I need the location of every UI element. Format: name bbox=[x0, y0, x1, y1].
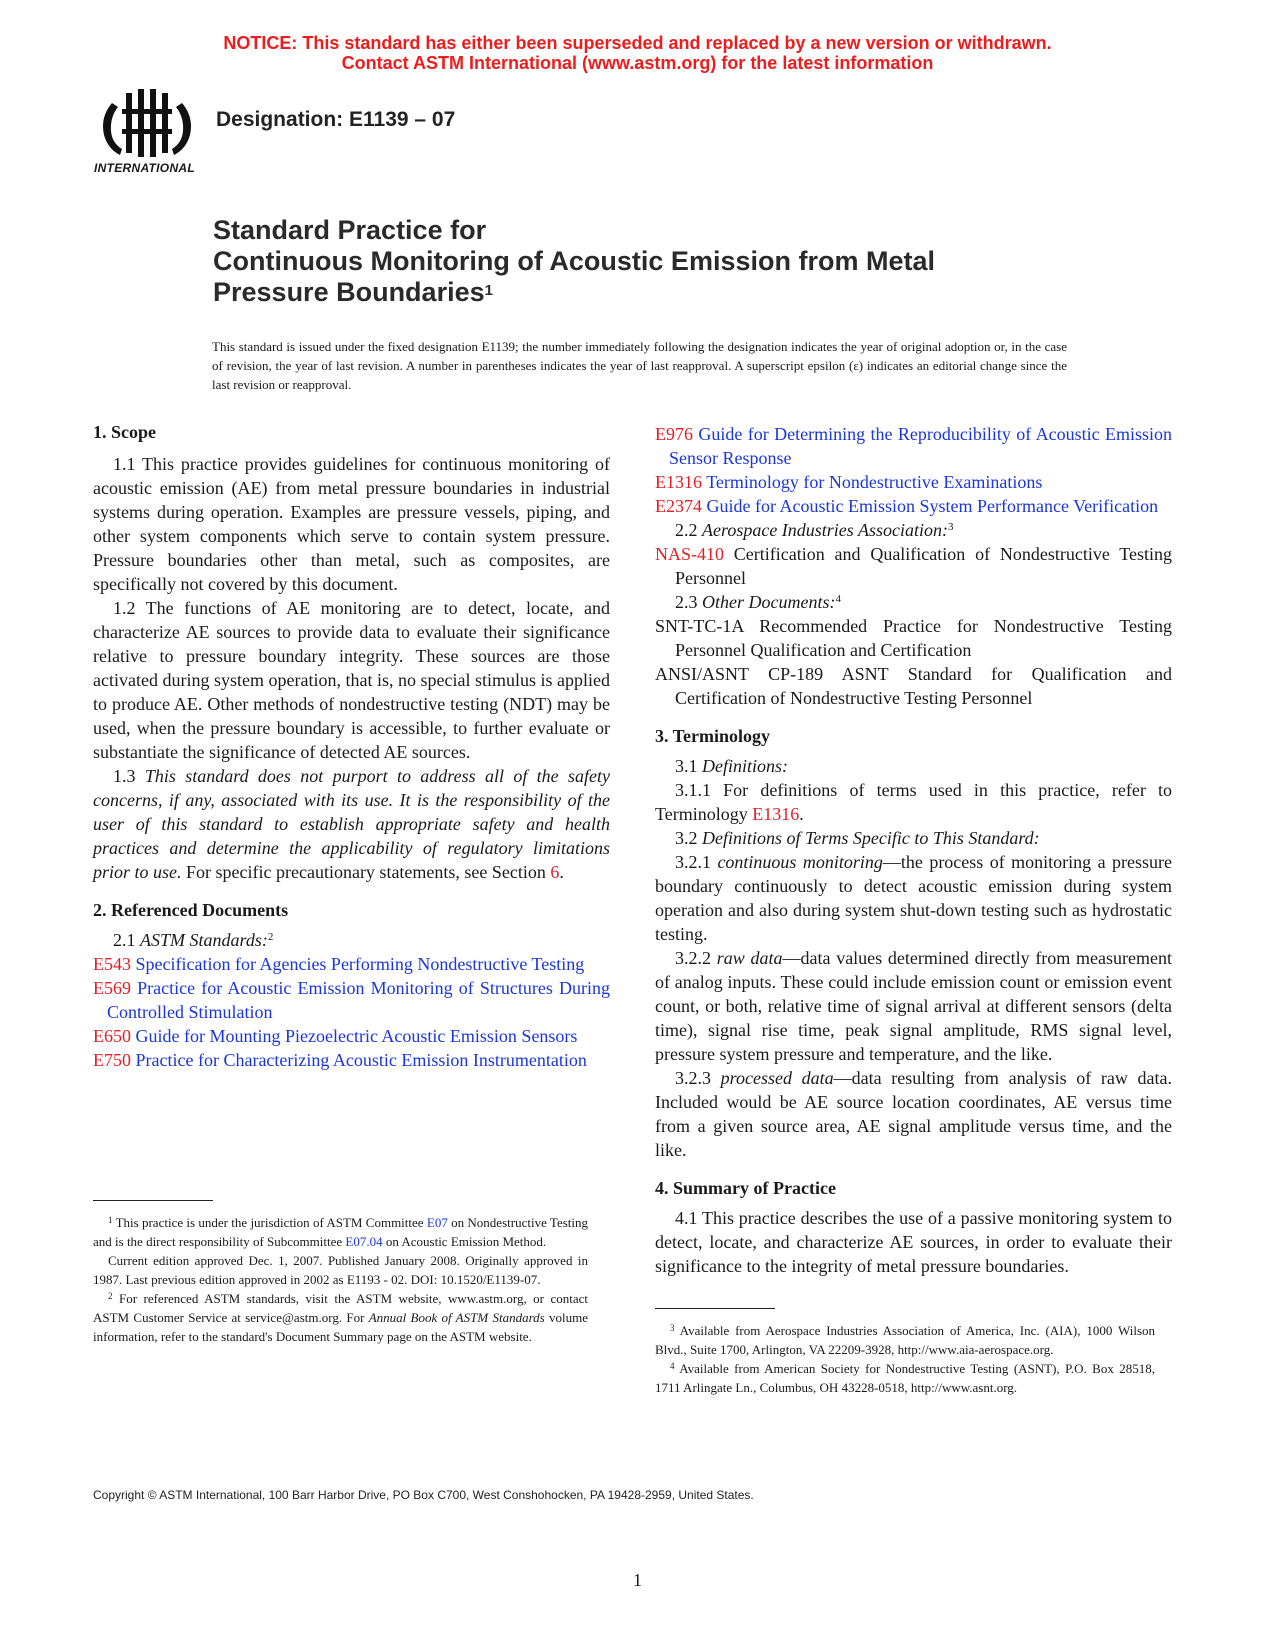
other-num: 2.3 bbox=[675, 592, 702, 612]
footnote-rule-left bbox=[93, 1200, 213, 1201]
footnotes-left bbox=[93, 1213, 588, 1346]
ref-desc: Certification and Qualification of Nondestructive Testing Personnel bbox=[675, 544, 1172, 588]
refdocs-heading: 2. Referenced Documents bbox=[93, 900, 289, 920]
fn3-text: Available from Aerospace Industries Association of America, Inc. (AIA), 1000 Wilson Blvd., Suite 1700, Arlington, VA 22209-3928, http://www.aia-aerospace.org. bbox=[655, 1323, 1155, 1357]
term-def: —data values determined directly from measurement of analog inputs. These could include emission count or emission event count, or both, relative time of signal arrival at different sensors (delta time), signal rise time, peak signal amplitude, RMS signal level, pressure system pressure and temperature, and the like. bbox=[655, 948, 1172, 1064]
title-line-1: Standard Practice for bbox=[213, 215, 487, 245]
terminology-heading: 3. Terminology bbox=[655, 726, 771, 746]
ref-code[interactable]: E543 bbox=[93, 954, 131, 974]
document-title bbox=[213, 215, 935, 308]
astm-standards-label bbox=[93, 928, 610, 952]
fn2-b: volume information, refer to the standard's Document Summary page on the ASTM website. bbox=[93, 1310, 588, 1344]
aia-num: 2.2 bbox=[675, 520, 702, 540]
other-footnote-ref: 4 bbox=[835, 593, 841, 605]
section-6-link[interactable]: 6 bbox=[550, 862, 560, 882]
term-3-2 bbox=[655, 826, 1172, 850]
footnote-3 bbox=[655, 1321, 1155, 1359]
fn1-c: on Acoustic Emission Method. bbox=[382, 1234, 547, 1249]
ref-e1316[interactable] bbox=[655, 470, 1172, 494]
footnote-2 bbox=[93, 1289, 588, 1346]
term-3-1-label: Definitions: bbox=[702, 756, 788, 776]
aia-footnote-ref: 3 bbox=[947, 521, 954, 533]
fn2-a: For referenced ASTM standards, visit the ASTM website, www.astm.org, or contact ASTM Customer Service at service@astm.org. For bbox=[93, 1291, 588, 1325]
page-number: 1 bbox=[633, 1570, 642, 1590]
term-num: 3.2.3 bbox=[675, 1068, 721, 1088]
ref-desc[interactable]: Practice for Acoustic Emission Monitoring of Structures During Controlled Stimulation bbox=[107, 978, 610, 1022]
fn4-text: Available from American Society for Nondestructive Testing (ASNT), P.O. Box 28518, 1711 Arlingate Ln., Columbus, OH 43228-0518, http://www.asnt.org. bbox=[655, 1361, 1155, 1395]
ref-e543[interactable] bbox=[93, 952, 610, 976]
term-3-1-1 bbox=[655, 778, 1172, 826]
astm-logo-icon bbox=[92, 83, 202, 183]
ref-desc[interactable]: Terminology for Nondestructive Examinations bbox=[706, 472, 1043, 492]
term-name: raw data bbox=[716, 948, 783, 968]
ref-e2374[interactable] bbox=[655, 494, 1172, 518]
ref-e750[interactable] bbox=[93, 1048, 610, 1072]
subcommittee-e0704-link[interactable]: E07.04 bbox=[345, 1234, 383, 1249]
ref-e976[interactable] bbox=[655, 422, 1172, 470]
left-column bbox=[93, 420, 610, 1072]
scope-p3-italic: This standard does not purport to address all of the safety concerns, if any, associated with its use. It is the responsibility of the user of this standard to establish appropriate safety and health practices and determine the applicability of regulatory limitations prior to use. bbox=[93, 766, 611, 882]
astm-num: 2.1 bbox=[113, 930, 140, 950]
term-def: —data resulting from analysis of raw data. Included would be AE source location coordinates, AE versus time from a given source area, AE signal amplitude versus time, and the like. bbox=[655, 1068, 1173, 1160]
footnote-rule-right bbox=[655, 1308, 775, 1309]
ref-desc[interactable]: Guide for Determining the Reproducibility of Acoustic Emission Sensor Response bbox=[669, 424, 1173, 468]
ref-code[interactable]: E1316 bbox=[655, 472, 702, 492]
notice-line-1: NOTICE: This standard has either been superseded and replaced by a new version or withdrawn. bbox=[223, 33, 1052, 53]
aia-label bbox=[655, 518, 1172, 542]
term-def: —the process of monitoring a pressure boundary continuously to detect acoustic emission during system operation and also during system shut-down testing such as hydrostatic testing. bbox=[655, 852, 1172, 944]
summary-p1: 4.1 This practice describes the use of a passive monitoring system to detect, locate, and characterize AE sources, in order to evaluate their significance to the integrity of metal pressure boundaries. bbox=[655, 1208, 1172, 1276]
scope-heading: 1. Scope bbox=[93, 422, 156, 442]
ref-snt-tc-1a: SNT-TC-1A Recommended Practice for Nondestructive Testing Personnel Qualification and Certification bbox=[655, 616, 1172, 660]
ref-desc[interactable]: Guide for Mounting Piezoelectric Acoustic Emission Sensors bbox=[135, 1026, 578, 1046]
logo-text: INTERNATIONAL bbox=[94, 161, 196, 175]
title-line-2: Continuous Monitoring of Acoustic Emission from Metal bbox=[213, 246, 935, 276]
term-num: 3.2.1 bbox=[675, 852, 718, 872]
title-line-3 bbox=[213, 277, 935, 308]
footnote-4 bbox=[655, 1359, 1155, 1397]
ref-e650[interactable] bbox=[93, 1024, 610, 1048]
ref-code[interactable]: E976 bbox=[655, 424, 693, 444]
scope-p3 bbox=[93, 764, 610, 884]
term-3-1-1-text: 3.1.1 For definitions of terms used in this practice, refer to Terminology bbox=[655, 780, 1172, 824]
committee-e07-link[interactable]: E07 bbox=[426, 1215, 448, 1230]
term-name: processed data bbox=[720, 1068, 834, 1088]
fn4-sup: 4 bbox=[670, 1361, 675, 1371]
ref-code[interactable]: E2374 bbox=[655, 496, 702, 516]
scope-p3-num: 1.3 bbox=[113, 766, 145, 786]
term-name: continuous monitoring bbox=[717, 852, 883, 872]
fn1-b: on Nondestructive Testing and is the direct responsibility of Subcommittee bbox=[93, 1215, 588, 1249]
e1316-link[interactable]: E1316 bbox=[752, 804, 800, 824]
title-line-3-text: Pressure Boundaries bbox=[213, 277, 485, 307]
scope-p1: 1.1 This practice provides guidelines for continuous monitoring of acoustic emission (AE) from metal pressure boundaries in industrial systems during operation. Examples are pressure vessels, piping, and other system components which serve to contain system pressure. Pressure boundaries other than metal, such as composites, are specifically not covered by this document. bbox=[93, 454, 610, 594]
right-column bbox=[655, 422, 1172, 1278]
astm-label: ASTM Standards: bbox=[140, 930, 268, 950]
term-3-1 bbox=[655, 754, 1172, 778]
term-3-2-label: Definitions of Terms Specific to This Standard: bbox=[702, 828, 1040, 848]
fn1-a: This practice is under the jurisdiction of ASTM Committee bbox=[112, 1215, 427, 1230]
term-3-1-1-end: . bbox=[799, 804, 804, 824]
scope-p3-end: . bbox=[559, 862, 564, 882]
ref-desc[interactable]: Guide for Acoustic Emission System Performance Verification bbox=[706, 496, 1159, 516]
ref-cp-189: ANSI/ASNT CP-189 ASNT Standard for Qualification and Certification of Nondestructive Testing Personnel bbox=[655, 664, 1172, 708]
summary-heading: 4. Summary of Practice bbox=[655, 1178, 836, 1198]
ref-code[interactable]: E650 bbox=[93, 1026, 131, 1046]
fn3-sup: 3 bbox=[670, 1323, 675, 1333]
term-3-2-num: 3.2 bbox=[675, 828, 702, 848]
ref-desc[interactable]: Specification for Agencies Performing Nondestructive Testing bbox=[135, 954, 585, 974]
term-3-2-3 bbox=[655, 1066, 1172, 1162]
other-label-text: Other Documents: bbox=[702, 592, 836, 612]
title-footnote-ref: 1 bbox=[484, 282, 493, 299]
fn1-sup: 1 bbox=[108, 1215, 113, 1225]
term-3-2-2 bbox=[655, 946, 1172, 1066]
other-docs-label bbox=[655, 590, 1172, 614]
designation: Designation: E1139 – 07 bbox=[216, 108, 456, 131]
edition-note: Current edition approved Dec. 1, 2007. Published January 2008. Originally approved in 1987. Last previous edition approved in 2002 as E1193 - 02. DOI: 10.1520/E1139-07. bbox=[93, 1253, 588, 1287]
ref-code[interactable]: E750 bbox=[93, 1050, 131, 1070]
astm-footnote-ref: 2 bbox=[267, 931, 274, 943]
scope-p3-tail: For specific precautionary statements, see Section bbox=[181, 862, 551, 882]
supersede-notice bbox=[0, 33, 1275, 73]
fn2-italic: Annual Book of ASTM Standards bbox=[368, 1310, 545, 1325]
ref-code[interactable]: E569 bbox=[93, 978, 131, 998]
term-num: 3.2.2 bbox=[675, 948, 717, 968]
copyright: Copyright © ASTM International, 100 Barr Harbor Drive, PO Box C700, West Conshohocken, PA 19428-2959, United States. bbox=[93, 1488, 754, 1502]
fn2-sup: 2 bbox=[108, 1291, 113, 1301]
aia-label-text: Aerospace Industries Association: bbox=[702, 520, 948, 540]
term-3-1-num: 3.1 bbox=[675, 756, 702, 776]
ref-desc[interactable]: Practice for Characterizing Acoustic Emission Instrumentation bbox=[135, 1050, 587, 1070]
notice-line-2: Contact ASTM International (www.astm.org) for the latest information bbox=[341, 53, 934, 73]
ref-nas410[interactable] bbox=[655, 542, 1172, 590]
ref-e569[interactable] bbox=[93, 976, 610, 1024]
footnote-1 bbox=[93, 1213, 588, 1251]
footnotes-right bbox=[655, 1321, 1155, 1397]
term-3-2-1 bbox=[655, 850, 1172, 946]
scope-p2: 1.2 The functions of AE monitoring are to detect, locate, and characterize AE sources to provide data to evaluate their significance relative to pressure boundary integrity. These sources are those activated during system operation, that is, no special stimulus is applied to produce AE. Other methods of nondestructive testing (NDT) may be used, when the pressure boundary is accessible, to further evaluate or substantiate the significance of detected AE sources. bbox=[93, 598, 610, 762]
ref-code[interactable]: NAS-410 bbox=[655, 544, 725, 564]
issued-note: This standard is issued under the fixed designation E1139; the number immediately following the designation indicates the year of original adoption or, in the case of revision, the year of last revision. A number in parentheses indicates the year of last reapproval. A superscript epsilon (ε) indicates an editorial change since the last revision or reapproval. bbox=[212, 339, 1067, 392]
